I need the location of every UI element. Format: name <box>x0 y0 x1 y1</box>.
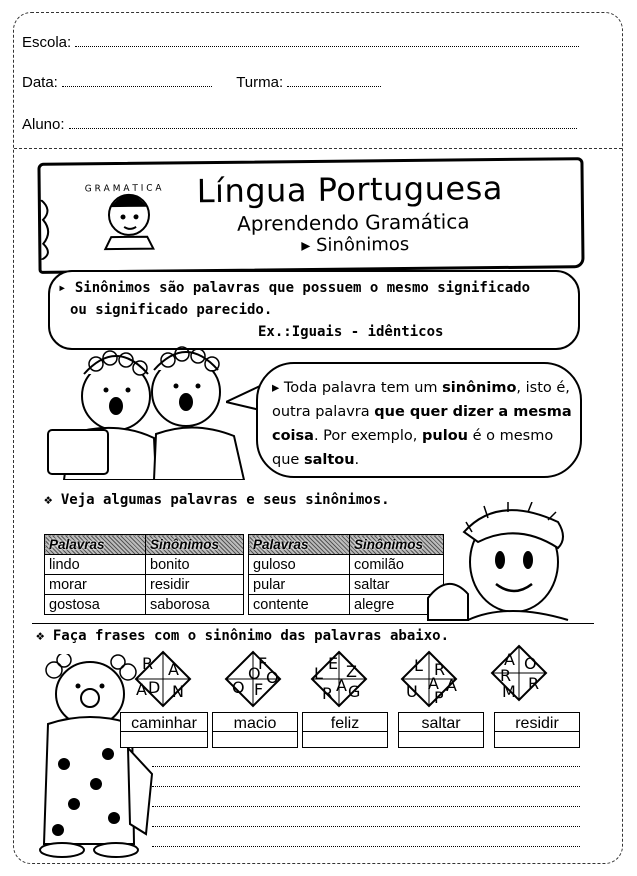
column-header: Sinônimos <box>146 535 244 555</box>
kite-letter: A <box>336 676 347 695</box>
escola-row <box>22 34 579 51</box>
kite-letter: O <box>524 654 537 673</box>
kite-letter: F <box>254 680 264 699</box>
word-box-macio <box>212 712 298 748</box>
word-label: saltar <box>421 715 461 732</box>
table-cell: comilão <box>350 555 444 575</box>
word-box-residir <box>494 712 580 748</box>
escola-field[interactable] <box>75 36 579 47</box>
definition-line-2: ou significado parecido. <box>70 302 273 318</box>
speech-tail <box>226 380 260 420</box>
escola-label: Escola: <box>22 34 72 51</box>
table-cell: lindo <box>45 555 146 575</box>
two-kids-illustration <box>44 344 254 480</box>
data-row <box>22 74 381 91</box>
table-cell: pular <box>249 575 350 595</box>
kite-letter: R <box>528 674 540 693</box>
table-row <box>45 575 244 595</box>
data-label: Data: <box>22 74 58 91</box>
kite-icon <box>490 644 548 702</box>
kite-letter: P <box>434 688 444 707</box>
table-cell: contente <box>249 595 350 615</box>
table-cell: residir <box>146 575 244 595</box>
writing-line[interactable] <box>152 806 580 807</box>
table-cell: saborosa <box>146 595 244 615</box>
word-label: residir <box>515 715 559 732</box>
kite-letter: A <box>504 650 515 669</box>
writing-line[interactable] <box>152 846 580 847</box>
table-cell: gostosa <box>45 595 146 615</box>
speech-part: . Por exemplo, <box>313 428 423 444</box>
section-heading-exercise: ❖ Faça frases com o sinônimo das palavras abaixo. <box>36 628 450 644</box>
kite-letter: R <box>500 666 512 685</box>
kite-letter: N <box>172 682 184 701</box>
kite-letter: R <box>142 654 154 673</box>
aluno-row <box>22 116 577 133</box>
turma-label: Turma: <box>236 74 284 91</box>
kite-letters <box>134 650 192 708</box>
table-header-row <box>45 535 244 555</box>
kite-letter: O <box>266 668 279 687</box>
table-cell: alegre <box>350 595 444 615</box>
word-label: feliz <box>330 715 360 732</box>
word-box-saltar <box>398 712 484 748</box>
kite-letter: R <box>434 660 446 679</box>
speech-part: é o mesmo que <box>272 428 554 468</box>
header-separator <box>14 148 622 149</box>
word-label: macio <box>233 715 277 732</box>
scroll-curl-left <box>39 200 56 260</box>
definition-example: Ex.:Iguais - idênticos <box>258 324 444 340</box>
kite-letter: E <box>328 654 339 673</box>
smiling-boy-illustration <box>408 502 580 622</box>
kite-letter: F <box>258 654 268 673</box>
kite-letter: U <box>406 682 418 701</box>
title-banner <box>37 157 584 274</box>
table-cell: guloso <box>249 555 350 575</box>
speech-bold: sinônimo <box>442 380 517 396</box>
page-subtitle: Aprendendo Gramática <box>236 209 470 236</box>
kite-letter: A <box>136 680 147 699</box>
kite-letters <box>400 650 458 708</box>
word-box-caminhar <box>120 712 208 748</box>
kite-letters <box>310 650 368 708</box>
speech-bold: que quer dizer a mesma coisa <box>272 404 572 444</box>
kite-letters <box>224 650 282 708</box>
speech-part: ▸ Toda palavra tem um <box>272 380 443 396</box>
column-header: Sinônimos <box>350 535 444 555</box>
data-field[interactable] <box>62 76 212 87</box>
definition-bubble <box>48 270 580 350</box>
kite-letter: L <box>414 656 423 675</box>
aluno-field[interactable] <box>69 118 577 129</box>
svg-text:G R A M A T I C A: G R A M A T I C A <box>84 183 162 195</box>
topic-label: ▸ Sinônimos <box>301 233 410 257</box>
table-row <box>45 595 244 615</box>
kite-letter: L <box>314 664 323 683</box>
kite-letter: O <box>232 678 245 697</box>
speech-part: , isto é, outra palavra <box>272 380 570 420</box>
kite-letters <box>490 644 548 702</box>
table-cell: morar <box>45 575 146 595</box>
word-box-feliz <box>302 712 388 748</box>
writing-line[interactable] <box>152 786 580 787</box>
kite-letter: A <box>446 676 457 695</box>
speech-part: . <box>354 452 360 468</box>
page-title: Língua Portuguesa <box>196 168 504 211</box>
column-header: Palavras <box>45 535 146 555</box>
section-divider <box>32 623 594 624</box>
section-heading-examples: ❖ Veja algumas palavras e seus sinônimos. <box>44 492 390 508</box>
speech-bubble <box>256 362 582 478</box>
boy-reading-illustration <box>81 168 178 261</box>
table-row <box>45 555 244 575</box>
table-cell: bonito <box>146 555 244 575</box>
kite-letter: G <box>348 682 361 701</box>
aluno-label: Aluno: <box>22 116 65 133</box>
kite-letter: R <box>322 684 334 703</box>
kite-letter: O <box>248 664 261 683</box>
kite-letter: Z <box>346 662 357 681</box>
turma-field[interactable] <box>287 76 381 87</box>
column-header: Palavras <box>249 535 350 555</box>
writing-line[interactable] <box>152 766 580 767</box>
speech-bold: saltou <box>303 452 355 468</box>
word-label: caminhar <box>131 715 197 732</box>
kite-letter: M <box>502 682 516 701</box>
kite-letter: A <box>168 660 179 679</box>
speech-bold: pulou <box>422 428 468 444</box>
kite-letter: D <box>148 678 161 697</box>
writing-line[interactable] <box>152 826 580 827</box>
kite-letter: A <box>428 674 439 693</box>
table-cell: saltar <box>350 575 444 595</box>
speech-text <box>272 376 572 472</box>
synonyms-table-left <box>44 534 244 615</box>
definition-line-1: ▸ Sinônimos são palavras que possuem o mesmo significado <box>58 280 531 296</box>
